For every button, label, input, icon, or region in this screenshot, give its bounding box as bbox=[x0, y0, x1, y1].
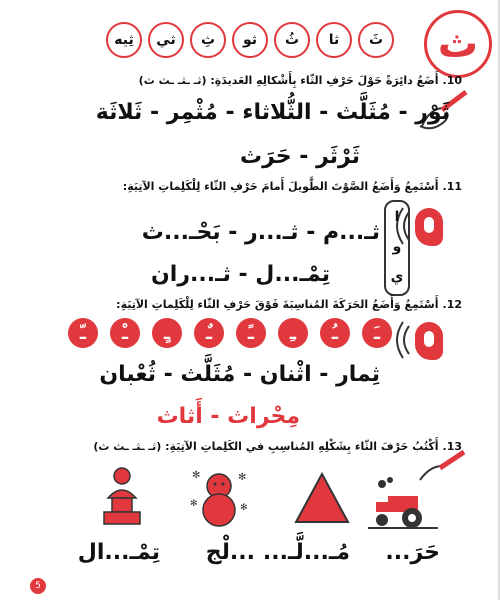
ex13-number: 13. bbox=[442, 440, 462, 453]
ex11-number: 11. bbox=[442, 180, 462, 193]
ear-icon bbox=[415, 208, 443, 246]
sound-waves-icon bbox=[395, 320, 413, 360]
long-vowel-box bbox=[384, 200, 410, 296]
vowel-form-circle: ثو bbox=[232, 22, 268, 58]
vowel-form-circle: ثُ bbox=[274, 22, 310, 58]
ex10-number: 10. bbox=[442, 74, 462, 87]
vowel-form-circle: ثي bbox=[148, 22, 184, 58]
ex11-word-line-1: ثـ...م - ثـ...ر - بَحْـ...ث bbox=[141, 220, 380, 245]
diacritic-circle: ـَ bbox=[362, 318, 392, 348]
tractor-icon bbox=[368, 474, 438, 530]
statue-icon bbox=[96, 464, 148, 528]
letter-badge: ث bbox=[424, 10, 492, 78]
vowel-form-circle: ثِ bbox=[190, 22, 226, 58]
ex10-word-line-1: ثَوْر - مُثَلَّث - الثُّلاثاء - مُثْمِر - ثَلاثَة bbox=[95, 100, 450, 125]
diacritic-circle: ـّ bbox=[68, 318, 98, 348]
ex13-word: حَرَ... bbox=[385, 540, 440, 565]
ex11-instruction-text: أَسْتَمِعُ وَأَضَعُ الصَّوْتَ الطَّويلَ أَمامَ حَرْفِ الثّاء لِلْكَلِماتِ الآتِيَةِ: bbox=[122, 180, 439, 193]
ex12-number: 12. bbox=[442, 298, 462, 311]
ex11-word-line-2: تِمْـ...ل - ثـ...ران bbox=[151, 262, 330, 287]
svg-text:✻: ✻ bbox=[192, 470, 201, 481]
vowel-form-circle: ثِيه bbox=[106, 22, 142, 58]
diacritic-circle: ـِ bbox=[278, 318, 308, 348]
svg-text:✻: ✻ bbox=[190, 499, 198, 509]
long-vowel-option: و bbox=[392, 239, 402, 255]
long-vowel-option: ي bbox=[390, 269, 404, 285]
diacritic-circle: ـُ bbox=[320, 318, 350, 348]
snowman-icon bbox=[188, 466, 250, 528]
diacritic-circle: ـٌ bbox=[194, 318, 224, 348]
ex13-instruction-text: أَكْتُبُ حَرْفَ الثّاء بِشَكْلِهِ المُناسِبِ في الكَلِماتِ الآتِيَةِ: (ثـ ـثـ ـث ث) bbox=[93, 440, 439, 453]
ex11-instruction bbox=[123, 180, 462, 193]
svg-text:✻: ✻ bbox=[238, 472, 247, 483]
triangle-icon bbox=[292, 470, 352, 528]
page-number: 5 bbox=[30, 578, 46, 594]
ex13-word: مُـ...لَّـ... bbox=[262, 540, 350, 565]
ex10-instruction-text: أَضَعُ دائِرَةً حَوْلَ حَرْفِ الثّاء بِأَشْكالِهِ العَديدَةِ: (ثـ ـثـ ـث ث) bbox=[138, 74, 439, 87]
svg-text:✻: ✻ bbox=[240, 503, 248, 513]
ex12-word-line-1: ثِمار - اثْنان - مُثَلَّث - ثُعْبان bbox=[99, 362, 380, 387]
vowel-form-circle: ثا bbox=[316, 22, 352, 58]
ex10-word-line-2: ثَرْثَر - حَرَث bbox=[240, 144, 360, 169]
ex13-instruction bbox=[93, 440, 462, 453]
diacritic-circle: ـٍ bbox=[152, 318, 182, 348]
long-vowel-option: ا bbox=[394, 209, 400, 225]
diacritic-circle: ـْ bbox=[110, 318, 140, 348]
ex13-word: تِمْـ...ال bbox=[77, 540, 160, 565]
vowel-form-circle: ثَ bbox=[358, 22, 394, 58]
ex13-word: ...لْج bbox=[205, 540, 255, 565]
ear-icon bbox=[415, 322, 443, 360]
ex12-instruction-text: أَسْتَمِعُ وَأَضَعُ الحَرَكَةَ المُناسِبَةَ فَوْقَ حَرْفِ الثّاء لِلْكَلِماتِ الآتِيَةِ: bbox=[116, 298, 439, 311]
ex12-word-line-2: مِحْراث - أَثاث bbox=[156, 404, 300, 429]
diacritic-circle: ـً bbox=[236, 318, 266, 348]
ex12-instruction bbox=[116, 298, 462, 311]
